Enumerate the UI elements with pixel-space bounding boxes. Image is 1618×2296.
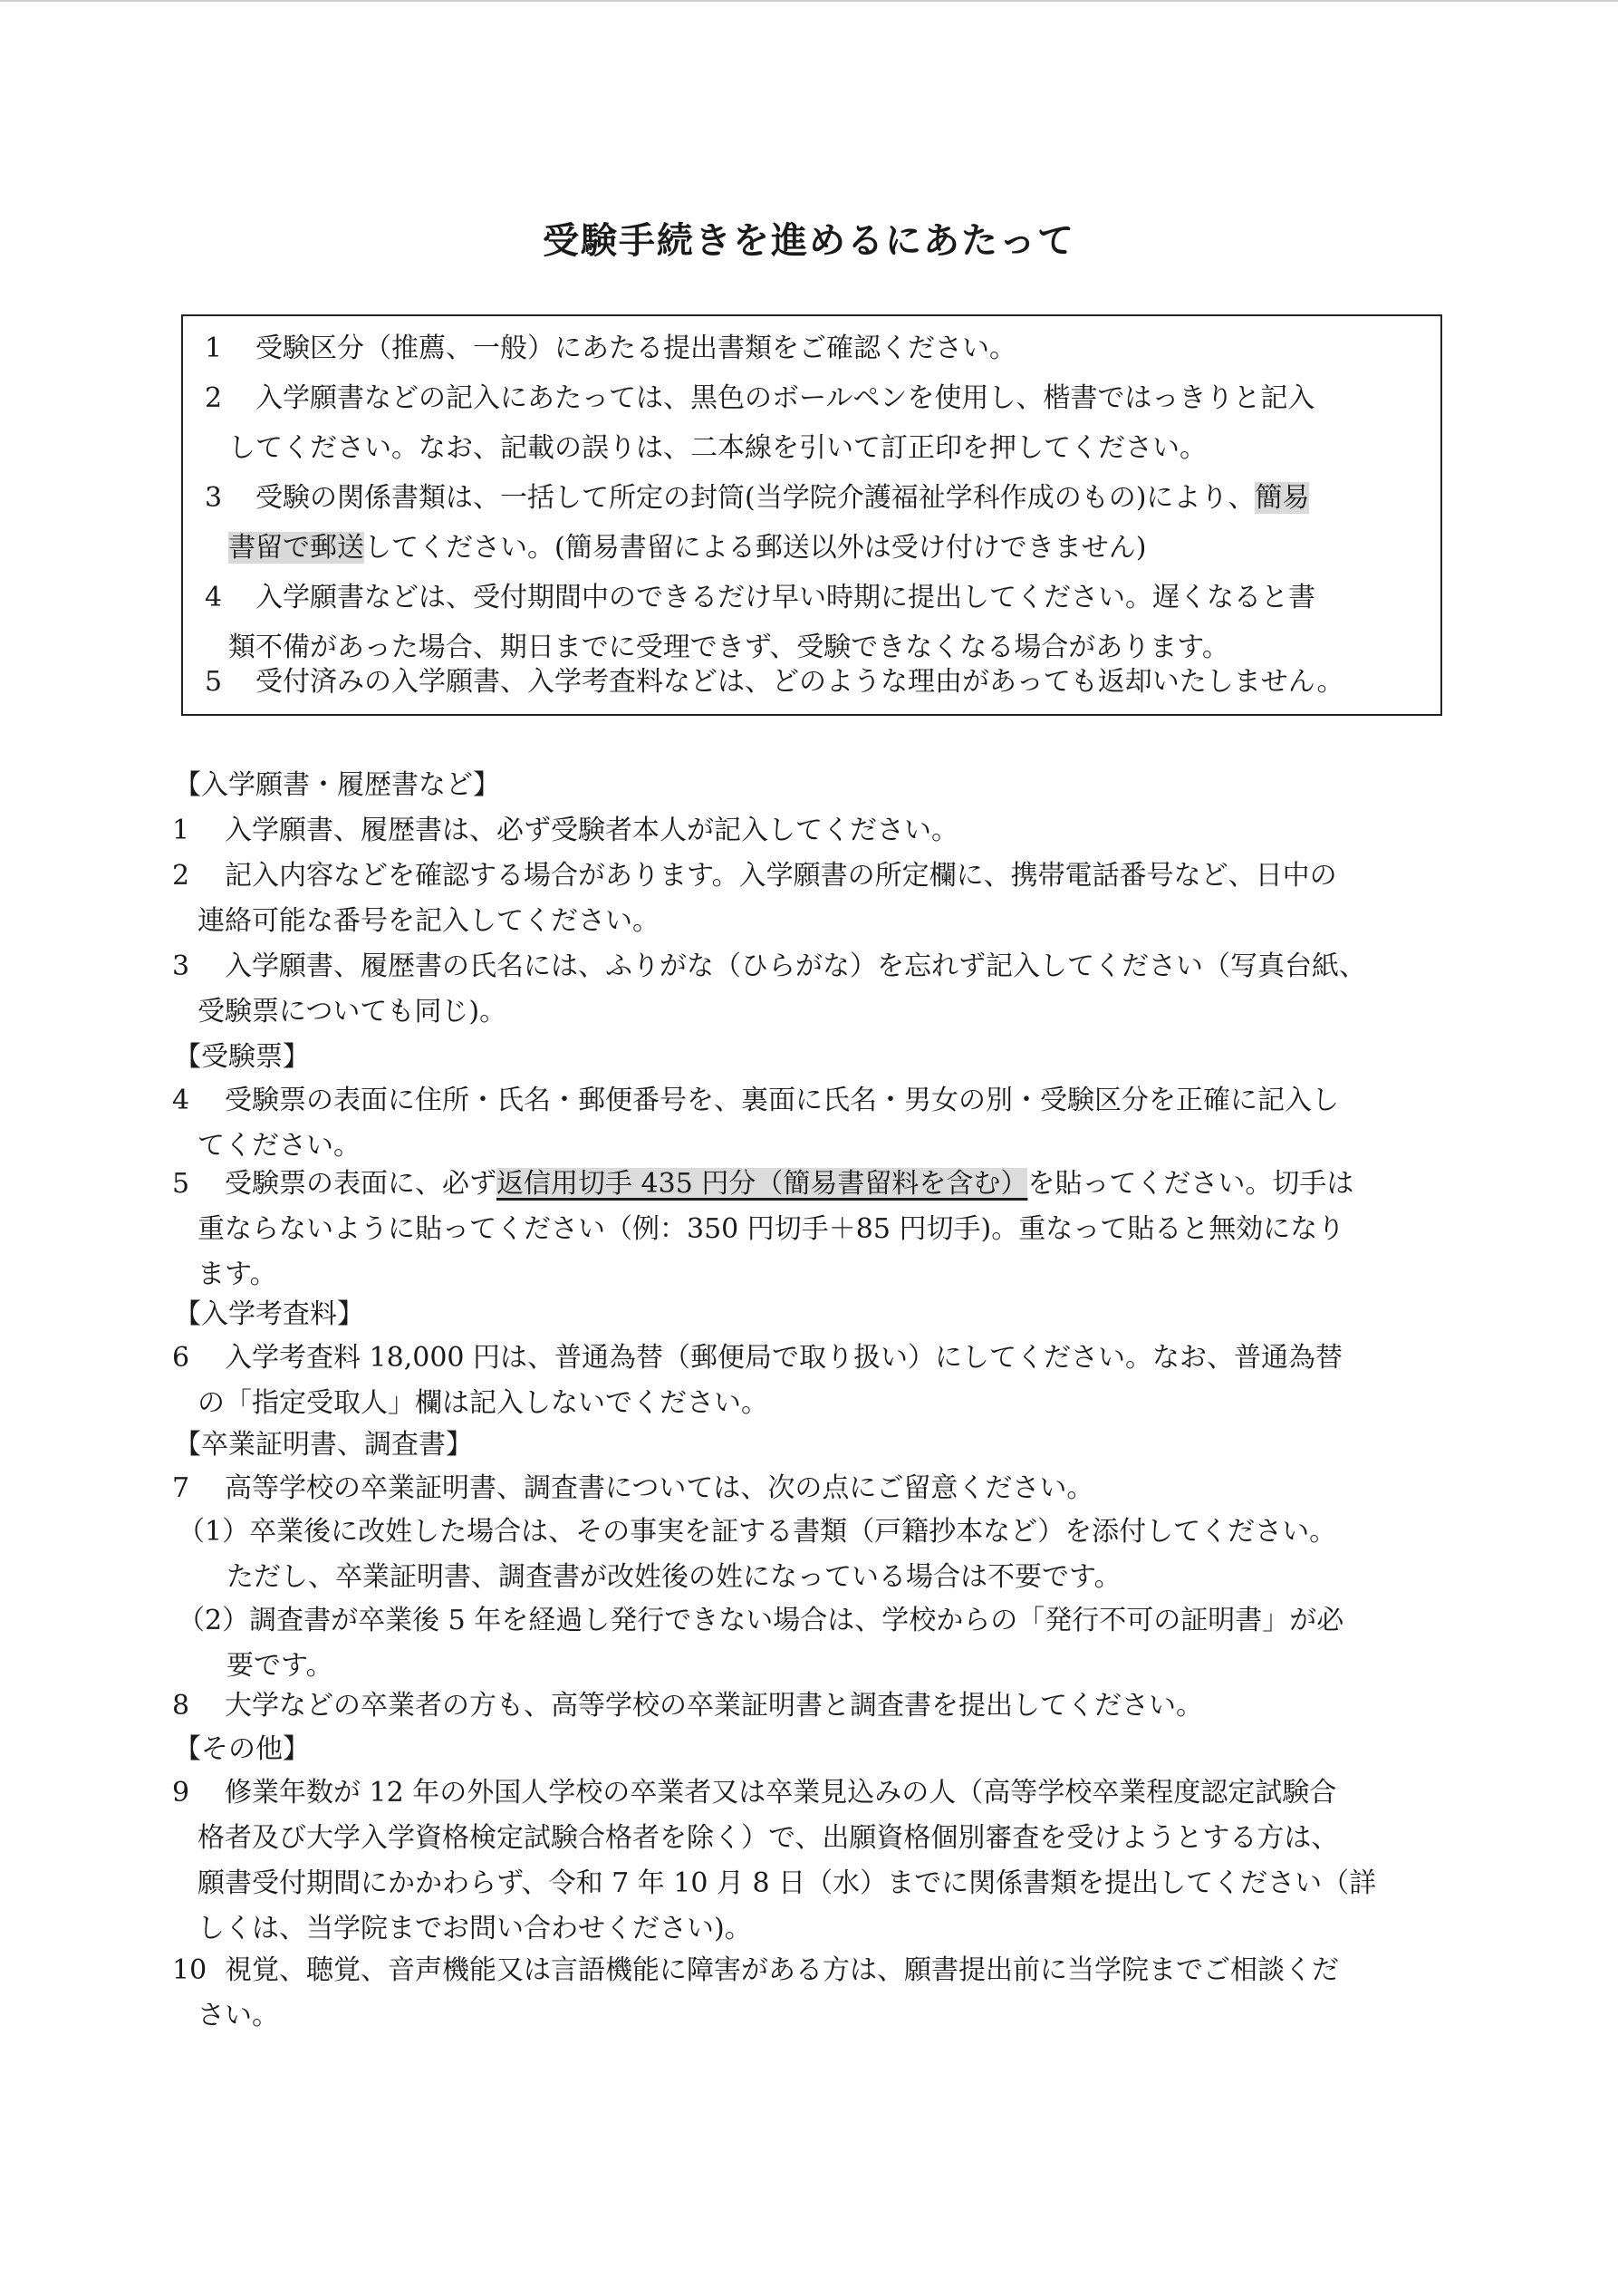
- item-number: 9: [172, 1777, 190, 1809]
- section-heading: 【入学考査料】: [174, 1298, 364, 1330]
- item-continuation: 重ならないように貼ってください（例：350 円切手＋85 円切手)。重なって貼ると無効になり: [197, 1213, 1345, 1245]
- sub-item: [178, 1598, 1344, 1689]
- notice-item-text: 入学願書などは、受付期間中のできるだけ早い時期に提出してください。遅くなると書: [255, 582, 1315, 613]
- item-number: 8: [172, 1690, 190, 1722]
- list-item: [172, 1770, 1376, 1952]
- sub-item: [178, 1510, 1336, 1600]
- sub-item-continuation: 要です。: [226, 1650, 333, 1682]
- sub-item-text: （2）調査書が卒業後 5 年を経過し発行できない場合は、学校からの「発行不可の証明書」が必: [178, 1605, 1344, 1636]
- list-item: [172, 1162, 1353, 1298]
- item-number: 6: [172, 1342, 190, 1374]
- section-heading: 【入学願書・履歴書など】: [174, 769, 500, 801]
- section-heading: 【受験票】: [174, 1041, 310, 1073]
- notice-item-text: 受付済みの入学願書、入学考査料などは、どのような理由があっても返却いたしません。: [255, 666, 1344, 698]
- item-number: 1: [172, 815, 190, 846]
- item-number: 10: [172, 1954, 207, 1986]
- highlighted-stamp-amount: 返信用切手 435 円分（簡易書留料を含む）: [496, 1168, 1028, 1200]
- item-text: 高等学校の卒業証明書、調査書については、次の点にご留意ください。: [225, 1472, 1094, 1504]
- notice-item-text: 受験の関係書類は、一括して所定の封筒(当学院介護福祉学科作成のもの)により、: [255, 482, 1256, 514]
- notice-item-continuation: してください。なお、記載の誤りは、二本線を引いて訂正印を押してください。: [228, 432, 1207, 464]
- notice-item-number: 3: [205, 482, 223, 514]
- list-item: [172, 1466, 1093, 1511]
- item-text: 受験票の表面に住所・氏名・郵便番号を、裏面に氏名・男女の別・受験区分を正確に記入し: [225, 1085, 1339, 1116]
- notice-item-number: 5: [205, 666, 223, 698]
- list-item: [172, 944, 1366, 1035]
- item-text: 視覚、聴覚、音声機能又は言語機能に障害がある方は、願書提出前に当学院までご相談くだ: [225, 1954, 1339, 1986]
- item-continuation: 受験票についても同じ)。: [197, 996, 507, 1027]
- item-number: 2: [172, 860, 190, 892]
- item-text: 大学などの卒業者の方も、高等学校の卒業証明書と調査書を提出してください。: [225, 1690, 1203, 1722]
- notice-item-number: 1: [205, 333, 223, 364]
- item-number: 3: [172, 950, 190, 982]
- list-item: [172, 1336, 1343, 1426]
- item-continuation: しくは、当学院までお問い合わせください)。: [197, 1913, 752, 1944]
- item-text: を貼ってください。切手は: [1027, 1168, 1354, 1200]
- notice-item-continuation-text: してください。(簡易書留による郵送以外は受け付けできません): [364, 532, 1147, 564]
- list-item: [172, 1683, 1203, 1729]
- section-heading: 【その他】: [174, 1733, 310, 1765]
- item-text: 入学願書、履歴書の氏名には、ふりがな（ひらがな）を忘れず記入してください（写真台紙、: [225, 950, 1366, 982]
- item-text: 受験票の表面に、必ず: [225, 1168, 496, 1200]
- notice-item-number: 2: [205, 382, 223, 414]
- list-item: [172, 854, 1337, 944]
- item-number: 4: [172, 1085, 190, 1116]
- page-title: 受験手続きを進めるにあたって: [543, 220, 1075, 262]
- page-top-border: [0, 0, 1618, 2]
- item-continuation: 連絡可能な番号を記入してください。: [197, 905, 660, 937]
- item-continuation: ます。: [197, 1259, 277, 1290]
- notice-item-text: 受験区分（推薦、一般）にあたる提出書類をご確認ください。: [255, 333, 1016, 364]
- highlighted-text: 簡易: [1255, 482, 1310, 514]
- item-continuation: さい。: [197, 2000, 279, 2031]
- item-continuation: てください。: [197, 1130, 361, 1162]
- item-continuation: 願書受付期間にかかわらず、令和 7 年 10 月 8 日（水）までに関係書類を提出してください（詳: [197, 1867, 1377, 1899]
- notice-item: [201, 657, 1433, 707]
- notice-item: [201, 473, 1433, 573]
- notice-box: [181, 314, 1442, 716]
- item-text: 入学願書、履歴書は、必ず受験者本人が記入してください。: [225, 815, 958, 846]
- item-text: 記入内容などを確認する場合があります。入学願書の所定欄に、携帯電話番号など、日中の: [225, 860, 1337, 892]
- notice-item: [201, 373, 1433, 473]
- list-item: [172, 1078, 1339, 1169]
- notice-item-number: 4: [205, 582, 223, 613]
- highlighted-text: 書留で郵送: [228, 532, 364, 564]
- list-item: [172, 808, 958, 854]
- notice-item: [201, 323, 1433, 373]
- sub-item-text: （1）卒業後に改姓した場合は、その事実を証する書類（戸籍抄本など）を添付してください。: [178, 1516, 1337, 1548]
- item-number: 5: [172, 1168, 190, 1200]
- sub-item-continuation: ただし、卒業証明書、調査書が改姓後の姓になっている場合は不要です。: [226, 1561, 1122, 1593]
- list-item: [172, 1948, 1339, 2039]
- notice-item-text: 入学願書などの記入にあたっては、黒色のボールペンを使用し、楷書ではっきりと記入: [255, 382, 1315, 414]
- item-text: 修業年数が 12 年の外国人学校の卒業者又は卒業見込みの人（高等学校卒業程度認定試験合: [225, 1777, 1337, 1809]
- item-text: 入学考査料 18,000 円は、普通為替（郵便局で取り扱い）にしてください。なお、普通為替: [225, 1342, 1344, 1374]
- section-heading: 【卒業証明書、調査書】: [174, 1429, 473, 1461]
- notice-item-continuation: [201, 523, 1433, 573]
- item-number: 7: [172, 1472, 190, 1504]
- item-continuation: の「指定受取人」欄は記入しないでください。: [197, 1387, 768, 1419]
- item-continuation: 格者及び大学入学資格検定試験合格者を除く）で、出願資格個別審査を受けようとする方は、: [197, 1822, 1339, 1854]
- notice-item-continuation: 類不備があった場合、期日までに受理できず、受験できなくなる場合があります。: [228, 632, 1229, 663]
